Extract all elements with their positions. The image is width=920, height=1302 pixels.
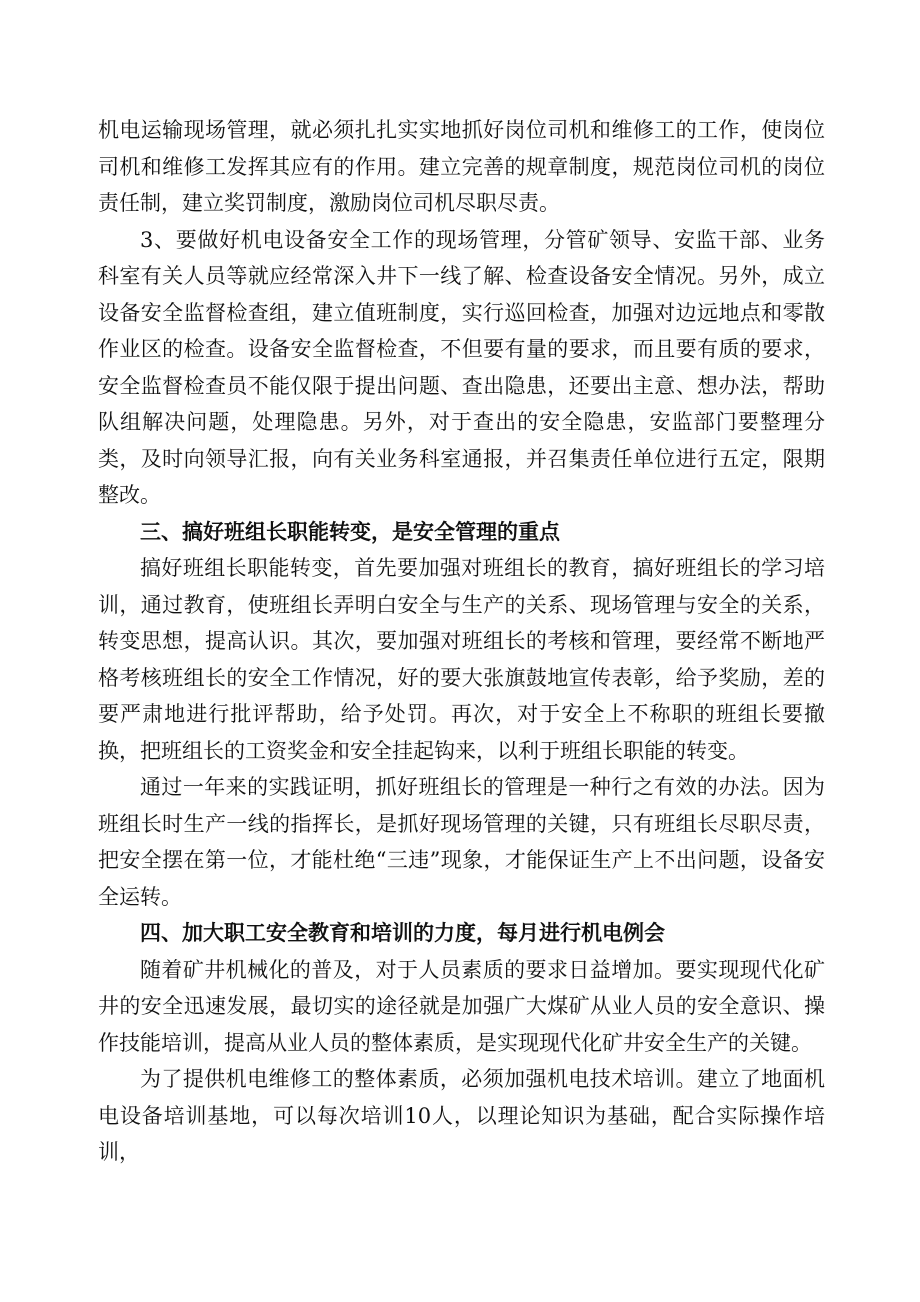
paragraph-training-base: 为了提供机电维修工的整体素质，必须加强机电技术培训。建立了地面机电设备培训基地，可以每次培训10人，以理论知识为基础，配合实际操作培训， — [98, 1067, 825, 1164]
paragraph-practice-proof: 通过一年来的实践证明，抓好班组长的管理是一种行之有效的办法。因为班组长时生产一线的指挥长，是抓好现场管理的关键，只有班组长尽职尽责，把安全摆在第一位，才能杜绝“三违”现象，才能保证生产上不出问题，设备安全运转。 — [98, 775, 825, 909]
document-page — [98, 112, 825, 1171]
paragraph-post-management: 机电运输现场管理，就必须扎扎实实地抓好岗位司机和维修工的工作，使岗位司机和维修工发挥其应有的作用。建立完善的规章制度，规范岗位司机的岗位责任制，建立奖罚制度，激励岗位司机尽职尽责。 — [98, 118, 825, 215]
paragraph-item-3-site-management: 3、要做好机电设备安全工作的现场管理，分管矿领导、安监干部、业务科室有关人员等就应经常深入井下一线了解、检查设备安全情况。另外，成立设备安全监督检查组，建立值班制度，实行巡回检查，加强对边远地点和零散作业区的检查。设备安全监督检查，不但要有量的要求，而且要有质的要求，安全监督检查员不能仅限于提出问题、查出隐患，还要出主意、想办法，帮助队组解决问题，处理隐患。另外，对于查出的安全隐患，安监部门要整理分类，及时向领导汇报，向有关业务科室通报，并召集责任单位进行五定，限期整改。 — [98, 227, 825, 507]
paragraph-team-leader-transformation: 搞好班组长职能转变，首先要加强对班组长的教育，搞好班组长的学习培训，通过教育，使班组长弄明白安全与生产的关系、现场管理与安全的关系，转变思想，提高认识。其次，要加强对班组长的考核和管理，要经常不断地严格考核班组长的安全工作情况，好的要大张旗鼓地宣传表彰，给予奖励，差的要严肃地进行批评帮助，给予处罚。再次，对于安全上不称职的班组长要撤换，把班组长的工资奖金和安全挂起钩来，以利于班组长职能的转变。 — [98, 556, 825, 763]
section-heading-4: 四、加大职工安全教育和培训的力度，每月进行机电例会 — [140, 920, 665, 945]
section-heading-3: 三、搞好班组长职能转变，是安全管理的重点 — [140, 518, 560, 544]
paragraph-mechanization: 随着矿井机械化的普及，对于人员素质的要求日益增加。要实现现代化矿井的安全迅速发展，最切实的途径就是加强广大煤矿从业人员的安全意识、操作技能培训，提高从业人员的整体素质，是实现现代化矿井安全生产的关键。 — [98, 957, 825, 1055]
